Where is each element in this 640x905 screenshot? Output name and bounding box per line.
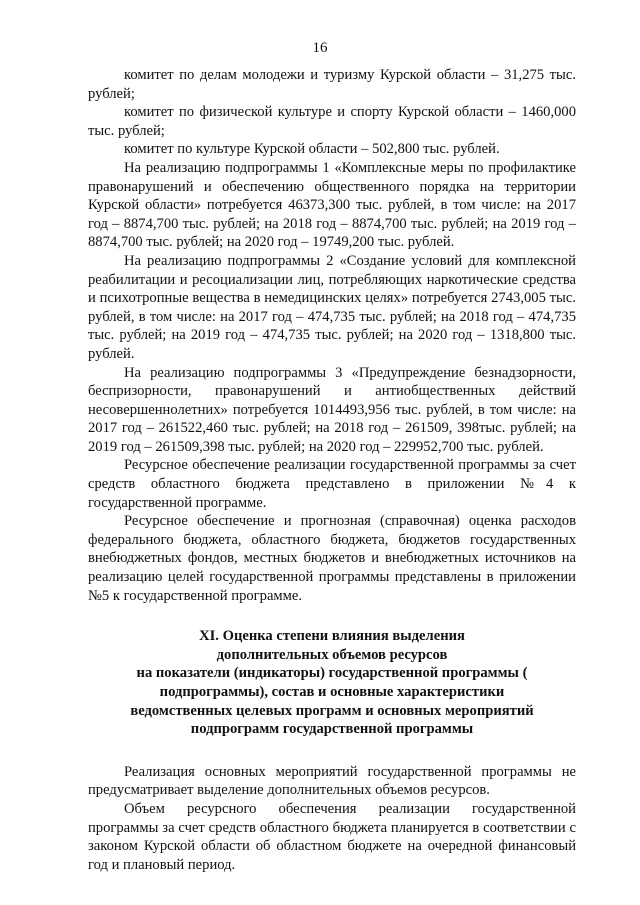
document-body <box>88 66 576 874</box>
heading-line: подпрограмм государственной программы <box>190 721 474 738</box>
paragraph-regional-budget-law: Объем ресурсного обеспечения реализации государственной программы за счет средств областного бюджета планируется в соответствии с законом Курской области об областном бюджете на очередной финансовый год и плановый период. <box>88 800 576 873</box>
paragraph-appendix-5: Ресурсное обеспечение и прогнозная (справочная) оценка расходов федерального бюджета, областного бюджета, бюджетов государственных внебюджетных фондов, местных бюджетов и внебюджетных источников на реализацию целей государственной программы представлены в приложении №5 к государственной программе. <box>88 513 576 604</box>
paragraph-youth-tourism-committee: комитет по делам молодежи и туризму Курской области – 31,275 тыс. рублей; <box>88 67 576 102</box>
section-heading-xi <box>88 627 576 739</box>
paragraph-appendix-4: Ресурсное обеспечение реализации государственной программы за счет средств областного бюджета представлено в приложении №4 к государственной программе. <box>88 457 576 511</box>
heading-line: ведомственных целевых программ и основных мероприятий <box>130 702 534 719</box>
heading-line: XI. Оценка степени влияния выделения <box>199 628 465 645</box>
heading-line: на показатели (индикаторы) государственной программы ( <box>136 665 528 682</box>
heading-line: дополнительных объемов ресурсов <box>216 646 448 663</box>
paragraph-subprogram-1: На реализацию подпрограммы 1 «Комплексные меры по профилактике правонарушений и обеспечению общественного порядка на территории Курской области» потребуется 46373,300 тыс. рублей, в том числе: на 2017 год – 8874,700 тыс. рублей; на 2018 год – 8874,700 тыс. рублей; на 2019 год – 8874,700 тыс. рублей; на 2020 год – 19749,200 тыс. рублей. <box>88 159 576 251</box>
heading-line: подпрограммы), состав и основные характеристики <box>159 684 505 700</box>
paragraph-no-additional-resources: Реализация основных мероприятий государственной программы не предусматривает выделение дополнительных объемов ресурсов. <box>88 763 576 799</box>
page-number: 16 <box>312 40 328 56</box>
paragraph-subprogram-3: На реализацию подпрограммы 3 «Предупреждение безнадзорности, беспризорности, правонарушений и антиобщественных действий несовершеннолетних» потребуется 1014493,956 тыс. рублей, в том числе: на 2017 год – 261522,460 тыс. рублей; на 2018 год – 261509, 398тыс. рублей; на 2019 год – 261509,398 тыс. рублей; на 2020 год – 229952,700 тыс. рублей. <box>88 364 576 455</box>
paragraph-sports-committee: комитет по физической культуре и спорту Курской области – 1460,000 тыс. рублей; <box>88 104 576 139</box>
paragraph-culture-committee: комитет по культуре Курской области – 502,800 тыс. рублей. <box>124 141 500 158</box>
paragraph-subprogram-2: На реализацию подпрограммы 2 «Создание условий для комплексной реабилитации и ресоциализации лиц, потребляющих наркотические средства и психотропные вещества в немедицинских целях» потребуется 2743,005 тыс. рублей, в том числе: на 2017 год – 474,735 тыс. рублей; на 2018 год – 474,735 тыс. рублей; на 2019 год – 474,735 тыс. рублей; на 2020 год – 1318,800 тыс. рублей. <box>88 252 576 362</box>
